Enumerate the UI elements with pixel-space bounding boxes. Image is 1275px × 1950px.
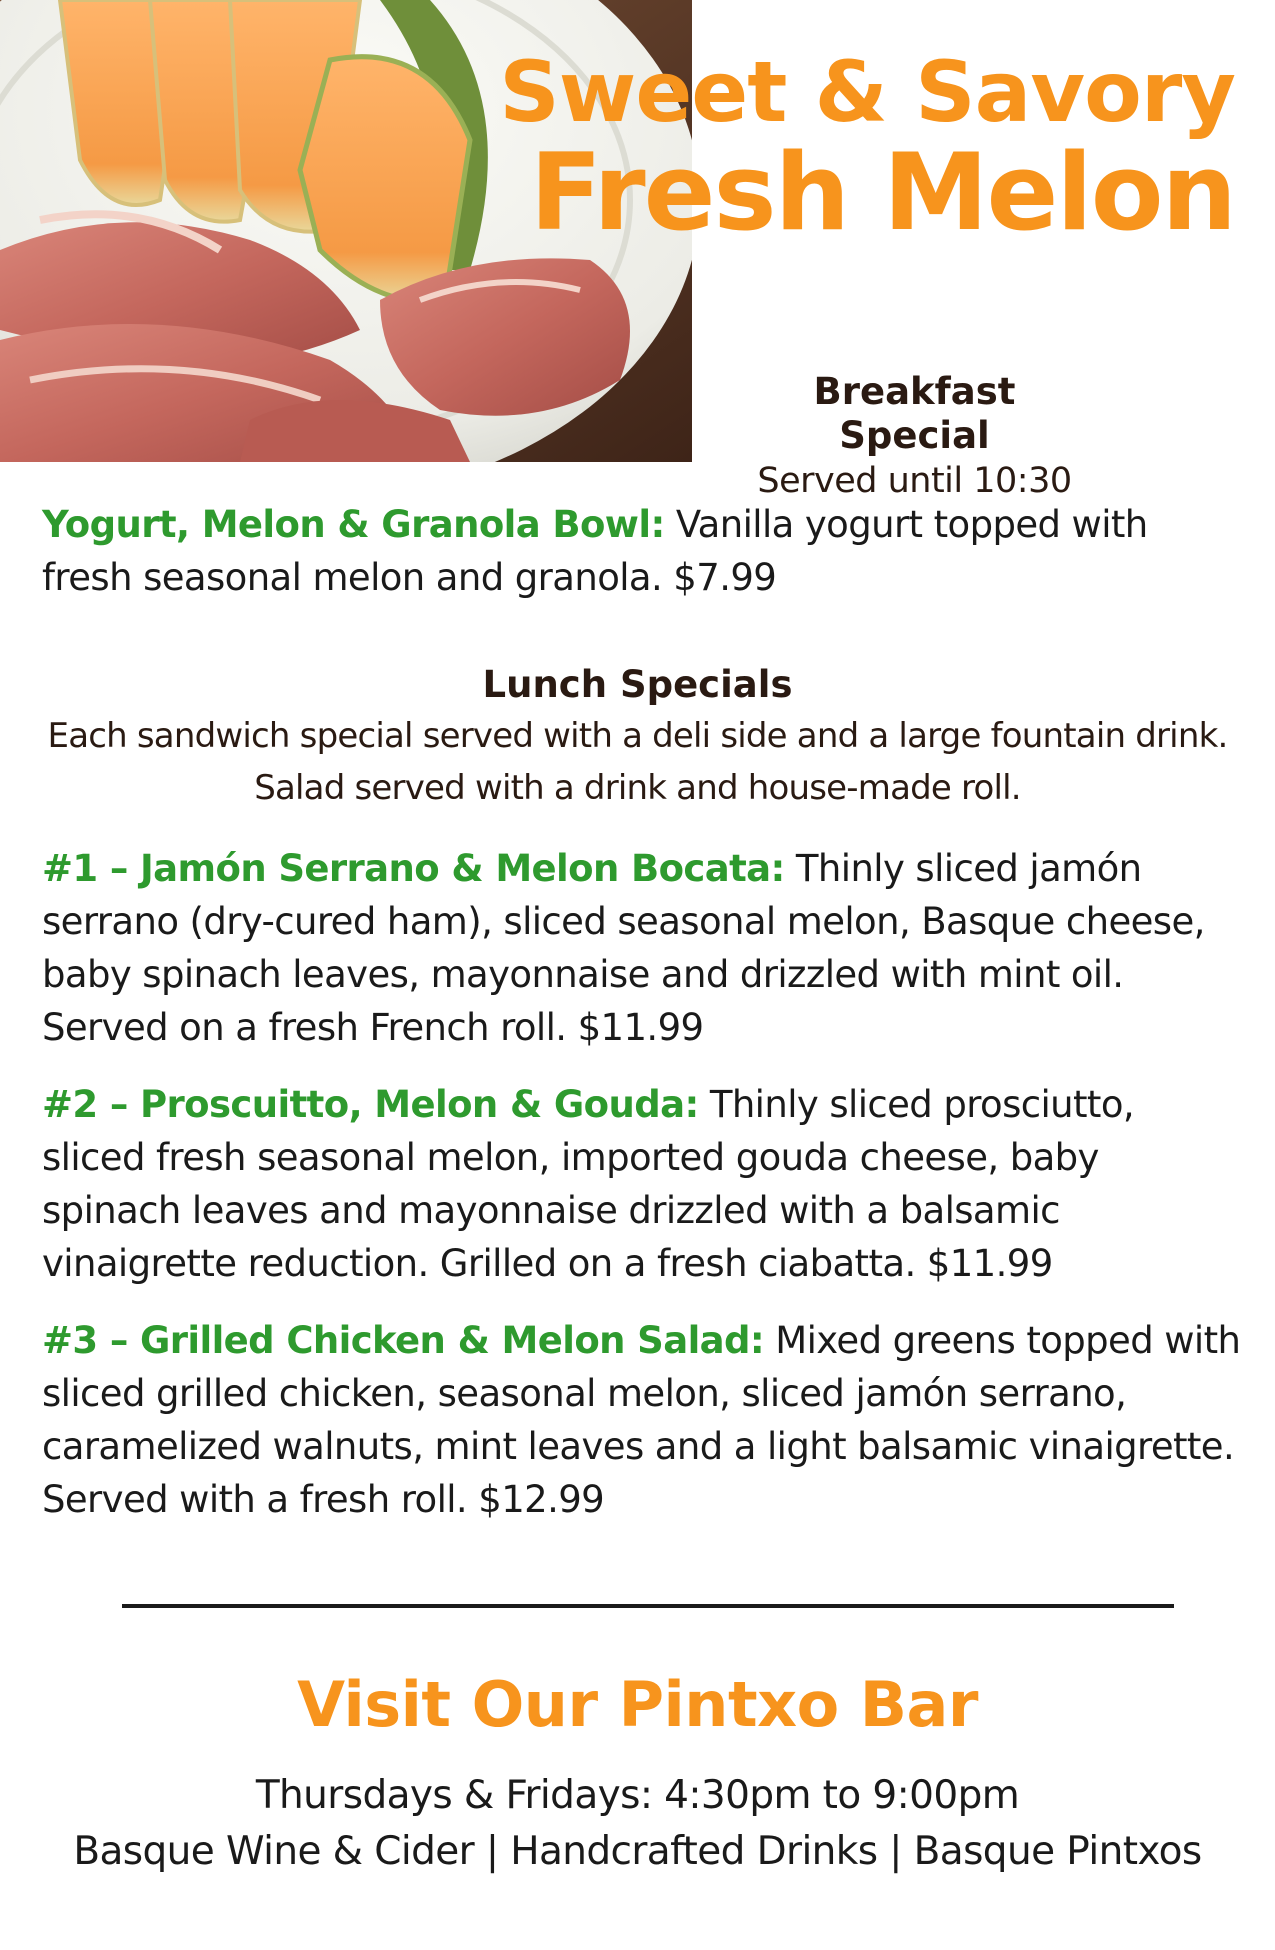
- lunch-note-line-2: Salad served with a drink and house-made roll.: [254, 768, 1021, 808]
- title-line-2: Fresh Melon: [529, 131, 1235, 254]
- lunch-note-line-1: Each sandwich special served with a deli side and a large fountain drink.: [47, 716, 1228, 756]
- menu-item-name: #3 – Grilled Chicken & Melon Salad:: [42, 1319, 765, 1362]
- menu-item-bocata: [42, 842, 1242, 1054]
- pintxo-offerings: Basque Wine & Cider | Handcrafted Drinks | Basque Pintxos: [73, 1829, 1202, 1874]
- menu-item-description: Mixed greens topped with sliced grilled chicken, seasonal melon, sliced jamón serrano, caramelized walnuts, mint leaves and a light balsamic vinaigrette. Served with a fresh roll. $12.99: [42, 1319, 1241, 1521]
- menu-item-yogurt-bowl: [42, 498, 1242, 604]
- menu-item-proscuitto: [42, 1078, 1242, 1290]
- menu-item-name: #1 – Jamón Serrano & Melon Bocata:: [42, 847, 785, 890]
- breakfast-section-header: [742, 370, 1087, 504]
- title-line-1: Sweet & Savory: [499, 43, 1235, 141]
- menu-item-description: Thinly sliced prosciutto, sliced fresh seasonal melon, imported gouda cheese, baby spinach leaves and mayonnaise drizzled with a balsamic vinaigrette reduction. Grilled on a fresh ciabatta. $11.99: [42, 1083, 1135, 1285]
- menu-item-name: Yogurt, Melon & Granola Bowl:: [42, 503, 665, 546]
- menu-item-chicken-salad: [42, 1314, 1242, 1526]
- pintxo-info: [0, 1768, 1275, 1880]
- pintxo-heading: Visit Our Pintxo Bar: [297, 1668, 978, 1741]
- menu-title: [499, 43, 1235, 254]
- lunch-heading: Lunch Specials: [482, 663, 793, 706]
- menu-item-description: Vanilla yogurt topped with fresh seasonal melon and granola. $7.99: [42, 503, 1148, 599]
- section-divider: [122, 1604, 1174, 1608]
- pintxo-hours: Thursdays & Fridays: 4:30pm to 9:00pm: [255, 1773, 1020, 1818]
- lunch-section-header: [0, 660, 1275, 814]
- menu-item-description: Thinly sliced jamón serrano (dry-cured ham), sliced seasonal melon, Basque cheese, baby spinach leaves, mayonnaise and drizzled with mint oil. Served on a fresh French roll. $11.99: [42, 847, 1205, 1049]
- menu-item-name: #2 – Proscuitto, Melon & Gouda:: [42, 1083, 699, 1126]
- breakfast-subheading: Served until 10:30: [757, 461, 1072, 501]
- breakfast-heading: Breakfast Special: [813, 370, 1016, 457]
